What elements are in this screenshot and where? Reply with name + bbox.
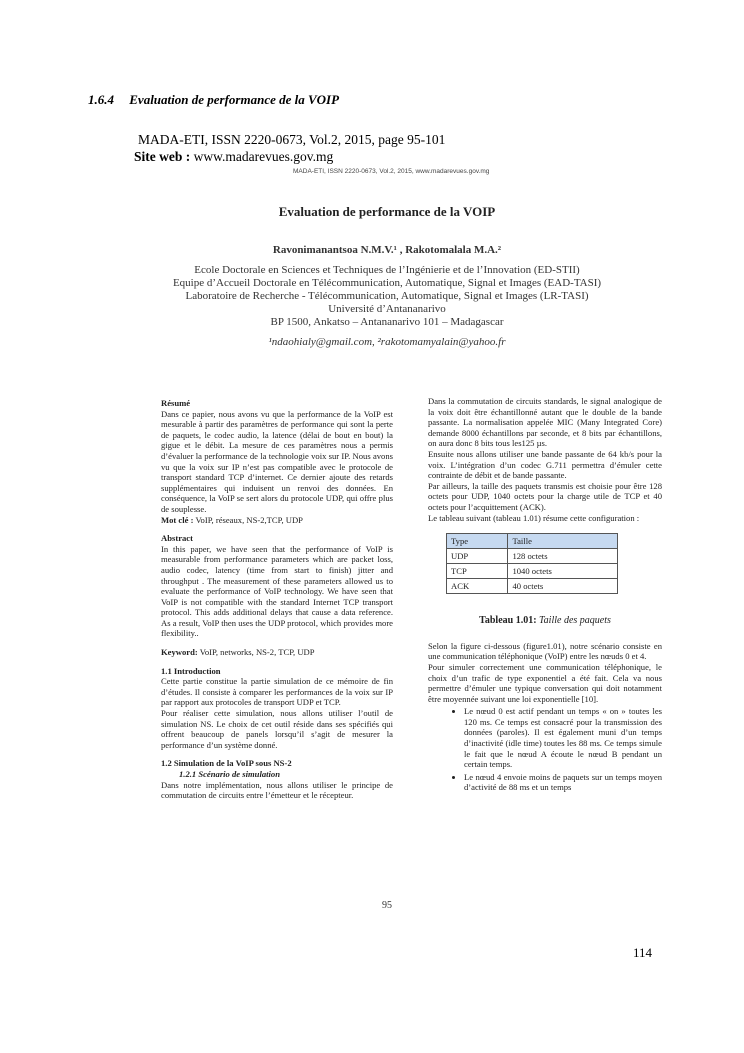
citation-line: MADA-ETI, ISSN 2220-0673, Vol.2, 2015, page 95-101: [138, 132, 446, 147]
table-header-cell: Taille: [508, 534, 618, 549]
intro-paragraph: Pour réaliser cette simulation, nous allons utiliser l’outil de simulation NS. Le choix de cet outil réside dans ses spécifiés qui offrent beaucoup de panels lorsqu’il s’agit de mesurer la performance d’un système donné.: [161, 708, 393, 750]
abstract-keywords-text: VoIP, networks, NS-2, TCP, UDP: [199, 647, 315, 658]
table-cell: 40 octets: [508, 579, 618, 594]
paper-page-number: 95: [382, 900, 392, 911]
table-cell: 128 octets: [508, 549, 618, 564]
paper-left-column: [161, 398, 393, 801]
simulation-subheading: 1.2.1 Scénario de simulation: [179, 769, 280, 779]
right-paragraph: Ensuite nous allons utiliser une bande passante de 64 kb/s pour la voix. L’intégration d’un codec G.711 permettra d’émuler cette contrainte de débit et de bande passante.: [428, 448, 662, 481]
list-item: • Le nœud 4 envoie moins de paquets sur un temps moyen d’activité de 88 ms et un temps: [464, 772, 662, 793]
section-number: 1.6.4: [88, 92, 114, 107]
table-cell: ACK: [447, 579, 508, 594]
simulation-heading: 1.2 Simulation de la VoIP sous NS-2: [161, 758, 292, 769]
section-title: Evaluation de performance de la VOIP: [129, 92, 340, 107]
right-paragraph: Dans la commutation de circuits standards, le signal analogique de la voix doit être échantillonné autant que le double de la bande passante. La normalisation appelée MIC (Many Integrated Core) demande 8000 échantillons par seconde, et 8 bits par échantillons, on aura donc 8 bits tous les125 µs.: [428, 396, 662, 449]
abstract-keywords-label: Keyword:: [161, 647, 198, 658]
table-row: [447, 549, 618, 564]
abstract-keywords: [161, 647, 393, 658]
table-header-cell: Type: [447, 534, 508, 549]
section-heading: [88, 92, 339, 108]
simulation-paragraph: Dans notre implémentation, nous allons utiliser le principe de commutation de circuits entre l’émetteur et le récepteur.: [161, 779, 393, 801]
paper-emails: ¹ndaohialy@gmail.com, ²rakotomamyalain@yahoo.fr: [268, 336, 506, 348]
paper-title: Evaluation de performance de la VOIP: [278, 204, 496, 219]
table-cell: 1040 octets: [508, 564, 618, 579]
website-line: [134, 149, 333, 165]
list-item: • Le nœud 0 est actif pendant un temps « on » toutes les 120 ms. Ce temps est consacré pour la transmission des données (paroles). Il est également muni d’un temps d’inactivité (idle time) toutes les 88 ms. Ce temps simule le fait que le nœud A écoute le nœud B pendant un certain temps.: [464, 706, 662, 770]
affiliation-line: BP 1500, Ankatso – Antananarivo 101 – Madagascar: [270, 316, 504, 328]
resume-text: Dans ce papier, nous avons vu que la performance de la VoIP est mesurable à partir des paramètres de performance qui sont la perte de paquets, le codec audio, la latence (délai de bout en bout) la gigue et le débit. La mesure de ces paramètres nous a permis d’évaluer la performance de la technologie voix sur IP. Nous avons vu que la voix sur IP n’est pas compatible avec le protocole de transport standard TCP d’internet. Ce dernier ajoute des retards supplémentaires qui induisent un renvoi des données. En conséquence, la VoIP se sert alors du protocole UDP, qui offre plus de souplesse.: [161, 408, 393, 514]
page-number: 114: [633, 945, 653, 960]
paper-header: MADA-ETI, ISSN 2220-0673, Vol.2, 2015, www.madarevues.gov.mg: [293, 168, 490, 175]
resume-heading: Résumé: [161, 398, 191, 408]
intro-heading: 1.1 Introduction: [161, 665, 221, 676]
affiliation-line: Université d’Antananarivo: [328, 303, 446, 315]
table-cell: TCP: [447, 564, 508, 579]
resume-keywords: [161, 515, 393, 526]
right-paragraph: Selon la figure ci-dessous (figure1.01), notre scénario consiste en une communication téléphonique (VoIP) entre les nœuds 0 et 4.: [428, 640, 662, 662]
paper-authors: Ravonimanantsoa N.M.V.¹ , Rakotomalala M.A.²: [272, 244, 502, 256]
table-row: [447, 564, 618, 579]
resume-keywords-text: VoIP, réseaux, NS-2,TCP, UDP: [195, 514, 303, 525]
abstract-text: In this paper, we have seen that the performance of VoIP is measurable from performance parameters which are packet loss, audio codec, latency (time from start to finish) jitter and throughput . The measurement of these parameters allowed us to evaluate the performance of VoIP technology. We have seen that VoIP is not compatible with the standard Internet TCP transport protocol. This adds additional delays that cause a data reference. As a result, VoIP then uses the UDP protocol, which provides more flexibility..: [161, 543, 393, 639]
right-paragraph: Le tableau suivant (tableau 1.01) résume cette configuration :: [428, 512, 640, 523]
right-paragraph: Pour simuler correctement une communication téléphonique, le choix d’un trafic de type exponentiel a été fait. Cela va nous permettre d’émuler une typique conversation qui doit notamment être moyennée suivant une loi exponentielle [10].: [428, 661, 662, 704]
paper-right-column: [428, 396, 662, 795]
bullet-list: [428, 706, 662, 793]
table-row: [447, 579, 618, 594]
affiliation-line: Equipe d’Accueil Doctorale en Télécommunication, Automatique, Signal et Images (EAD-TASI): [172, 277, 602, 289]
embedded-paper: [133, 164, 662, 924]
table-caption: [428, 616, 662, 627]
website-url: www.madarevues.gov.mg: [193, 149, 334, 164]
table-caption-label: Tableau 1.01:: [479, 615, 537, 627]
table-caption-text: Taille des paquets: [539, 615, 611, 627]
abstract-heading: Abstract: [161, 533, 193, 544]
table-header-row: [447, 534, 618, 549]
resume-keywords-label: Mot clé :: [161, 514, 194, 525]
packet-size-table: [446, 533, 618, 594]
intro-paragraph: Cette partie constitue la partie simulation de ce mémoire de fin d’études. Il consiste à comparer les performances de la voix sur IP par rapport aux protocoles de transport UDP et TCP.: [161, 676, 393, 708]
affiliation-line: Ecole Doctorale en Sciences et Techniques de l’Ingénierie et de l’Innovation (ED-STII): [194, 264, 580, 276]
table-cell: UDP: [447, 549, 508, 564]
right-paragraph: Par ailleurs, la taille des paquets transmis est choisie pour être 128 octets pour UDP, 1040 octets pour la charge utile de TCP et 40 octets pour l’acquittement (ACK).: [428, 480, 662, 512]
website-label: Site web :: [134, 149, 191, 164]
affiliation-line: Laboratoire de Recherche - Télécommunication, Automatique, Signal et Images (LR-TASI): [185, 290, 589, 302]
